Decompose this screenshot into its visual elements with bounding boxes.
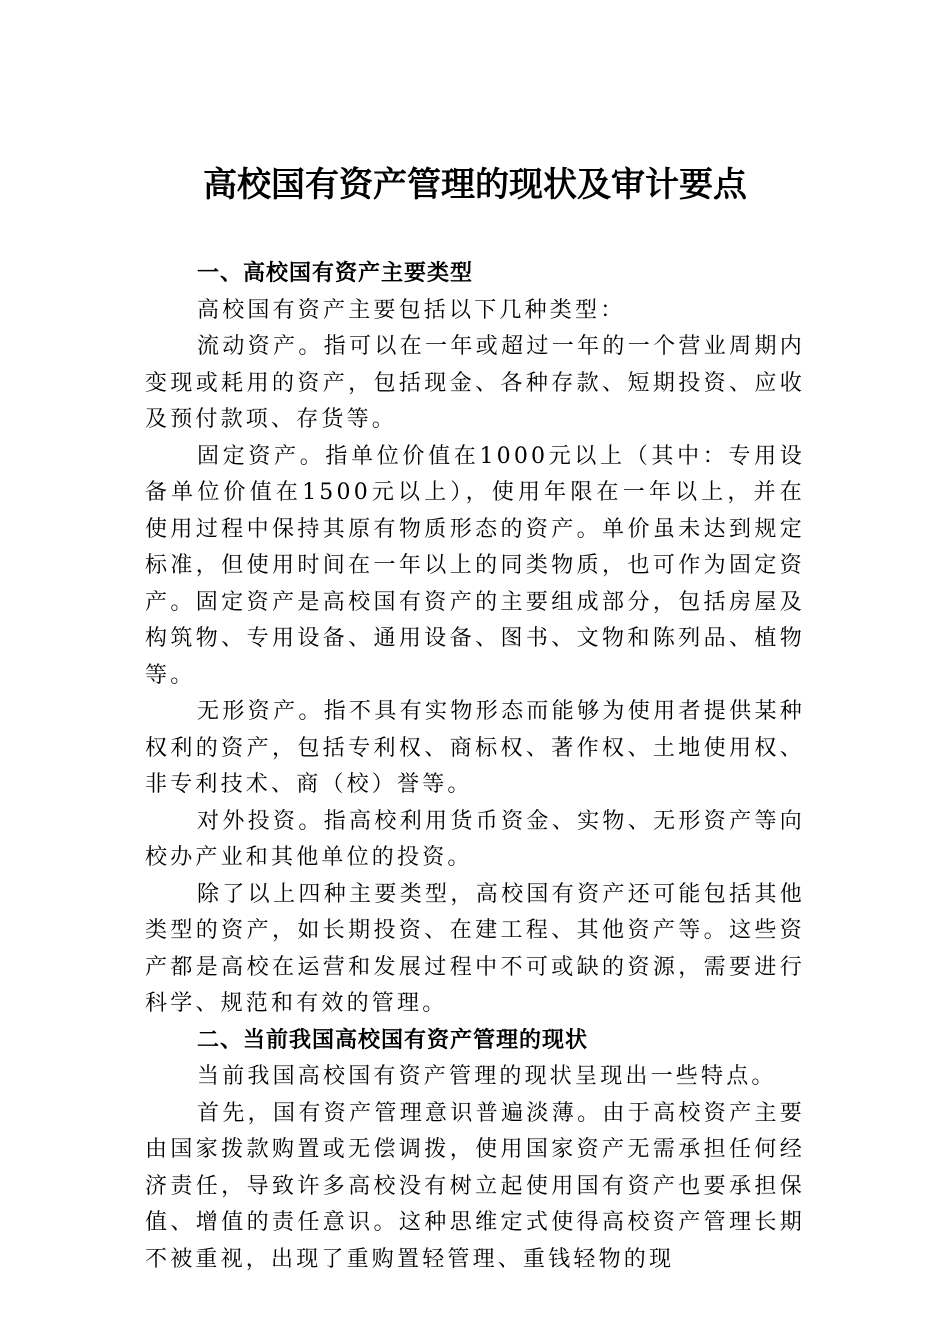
paragraph: 当前我国高校国有资产管理的现状呈现出一些特点。 — [197, 1064, 777, 1089]
paragraph: 流动资产。指可以在一年或超过一年的一个营业周期内变现或耗用的资产，包括现金、各种存款、短期投资、应收及预付款项、存货等。 — [145, 334, 805, 432]
paragraph: 对外投资。指高校利用货币资金、实物、无形资产等向校办产业和其他单位的投资。 — [145, 808, 805, 870]
paragraph: 高校国有资产主要包括以下几种类型： — [197, 297, 626, 323]
paragraph: 首先，国有资产管理意识普遍淡薄。由于高校资产主要由国家拨款购置或无偿调拨，使用国家资产无需承担任何经济责任，导致许多高校没有树立起使用国有资产也要承担保值、增值的责任意识。这种思维定式使得高校资产管理长期不被重视，出现了重购置轻管理、重钱轻物的现 — [145, 1100, 805, 1272]
paragraph: 除了以上四种主要类型，高校国有资产还可能包括其他类型的资产，如长期投资、在建工程、其他资产等。这些资产都是高校在运营和发展过程中不可或缺的资源，需要进行科学、规范和有效的管理。 — [145, 881, 805, 1016]
paragraph: 固定资产。指单位价值在1000元以上（其中：专用设备单位价值在1500元以上），使用年限在一年以上，并在使用过程中保持其原有物质形态的资产。单价虽未达到规定标准，但使用时间在一年以上的同类物质，也可作为固定资产。固定资产是高校国有资产的主要组成部分，包括房屋及构筑物、专用设备、通用设备、图书、文物和陈列品、植物等。 — [145, 443, 805, 688]
section-heading-1: 一、高校国有资产主要类型 — [197, 261, 474, 286]
section-heading-2: 二、当前我国高校国有资产管理的现状 — [197, 1027, 589, 1053]
document-body — [145, 256, 805, 1278]
paragraph: 无形资产。指不具有实物形态而能够为使用者提供某种权利的资产，包括专利权、商标权、著作权、土地使用权、非专利技术、商（校）誉等。 — [145, 699, 805, 797]
document-title: 高校国有资产管理的现状及审计要点 — [203, 165, 747, 205]
